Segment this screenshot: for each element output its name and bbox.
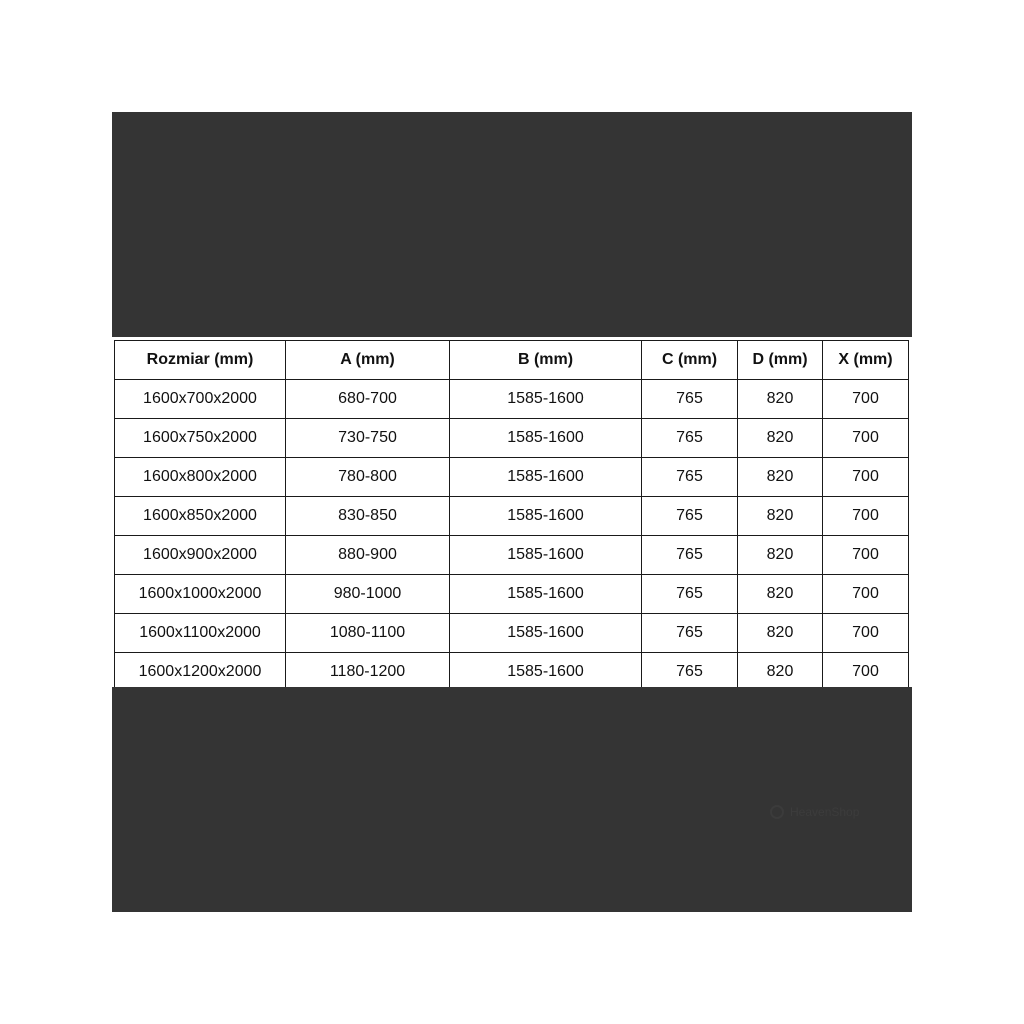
cell-x: 700 — [823, 653, 909, 692]
cell-d: 820 — [738, 458, 823, 497]
table-header — [115, 341, 909, 380]
cell-b: 1585-1600 — [450, 380, 642, 419]
cell-c: 765 — [642, 497, 738, 536]
cell-d: 820 — [738, 614, 823, 653]
dimensions-table — [114, 340, 909, 692]
cell-c: 765 — [642, 575, 738, 614]
cell-x: 700 — [823, 497, 909, 536]
cell-a: 980-1000 — [286, 575, 450, 614]
cell-c: 765 — [642, 653, 738, 692]
cell-rozmiar: 1600x1000x2000 — [115, 575, 286, 614]
header-rozmiar: Rozmiar (mm) — [115, 341, 286, 380]
cell-b: 1585-1600 — [450, 653, 642, 692]
cell-d: 820 — [738, 575, 823, 614]
cell-c: 765 — [642, 380, 738, 419]
header-row — [115, 341, 909, 380]
cell-x: 700 — [823, 419, 909, 458]
watermark-text: HeavenShop — [790, 805, 860, 819]
table-row — [115, 614, 909, 653]
cell-x: 700 — [823, 380, 909, 419]
cell-rozmiar: 1600x800x2000 — [115, 458, 286, 497]
table-row — [115, 419, 909, 458]
table-row — [115, 536, 909, 575]
cell-x: 700 — [823, 614, 909, 653]
cell-a: 1080-1100 — [286, 614, 450, 653]
header-a: A (mm) — [286, 341, 450, 380]
cell-d: 820 — [738, 536, 823, 575]
cell-b: 1585-1600 — [450, 614, 642, 653]
table-row — [115, 497, 909, 536]
cell-rozmiar: 1600x850x2000 — [115, 497, 286, 536]
cell-rozmiar: 1600x700x2000 — [115, 380, 286, 419]
cell-c: 765 — [642, 536, 738, 575]
header-b: B (mm) — [450, 341, 642, 380]
cell-x: 700 — [823, 575, 909, 614]
cell-a: 730-750 — [286, 419, 450, 458]
cell-b: 1585-1600 — [450, 497, 642, 536]
header-x: X (mm) — [823, 341, 909, 380]
cell-a: 780-800 — [286, 458, 450, 497]
cell-a: 680-700 — [286, 380, 450, 419]
header-c: C (mm) — [642, 341, 738, 380]
cell-x: 700 — [823, 458, 909, 497]
table-row — [115, 575, 909, 614]
cell-x: 700 — [823, 536, 909, 575]
cell-d: 820 — [738, 380, 823, 419]
table-row — [115, 380, 909, 419]
cell-rozmiar: 1600x900x2000 — [115, 536, 286, 575]
cell-b: 1585-1600 — [450, 419, 642, 458]
watermark-logo-icon — [770, 805, 784, 819]
top-dark-panel — [112, 112, 912, 337]
cell-b: 1585-1600 — [450, 575, 642, 614]
table-body — [115, 380, 909, 692]
cell-d: 820 — [738, 419, 823, 458]
bottom-dark-panel — [112, 687, 912, 912]
cell-c: 765 — [642, 458, 738, 497]
cell-a: 1180-1200 — [286, 653, 450, 692]
cell-a: 880-900 — [286, 536, 450, 575]
table-row — [115, 653, 909, 692]
cell-d: 820 — [738, 497, 823, 536]
cell-rozmiar: 1600x1100x2000 — [115, 614, 286, 653]
table-row — [115, 458, 909, 497]
header-d: D (mm) — [738, 341, 823, 380]
cell-rozmiar: 1600x1200x2000 — [115, 653, 286, 692]
cell-rozmiar: 1600x750x2000 — [115, 419, 286, 458]
cell-c: 765 — [642, 614, 738, 653]
cell-d: 820 — [738, 653, 823, 692]
cell-b: 1585-1600 — [450, 458, 642, 497]
cell-c: 765 — [642, 419, 738, 458]
cell-a: 830-850 — [286, 497, 450, 536]
cell-b: 1585-1600 — [450, 536, 642, 575]
dimensions-table-container — [114, 340, 908, 684]
watermark — [770, 805, 859, 819]
